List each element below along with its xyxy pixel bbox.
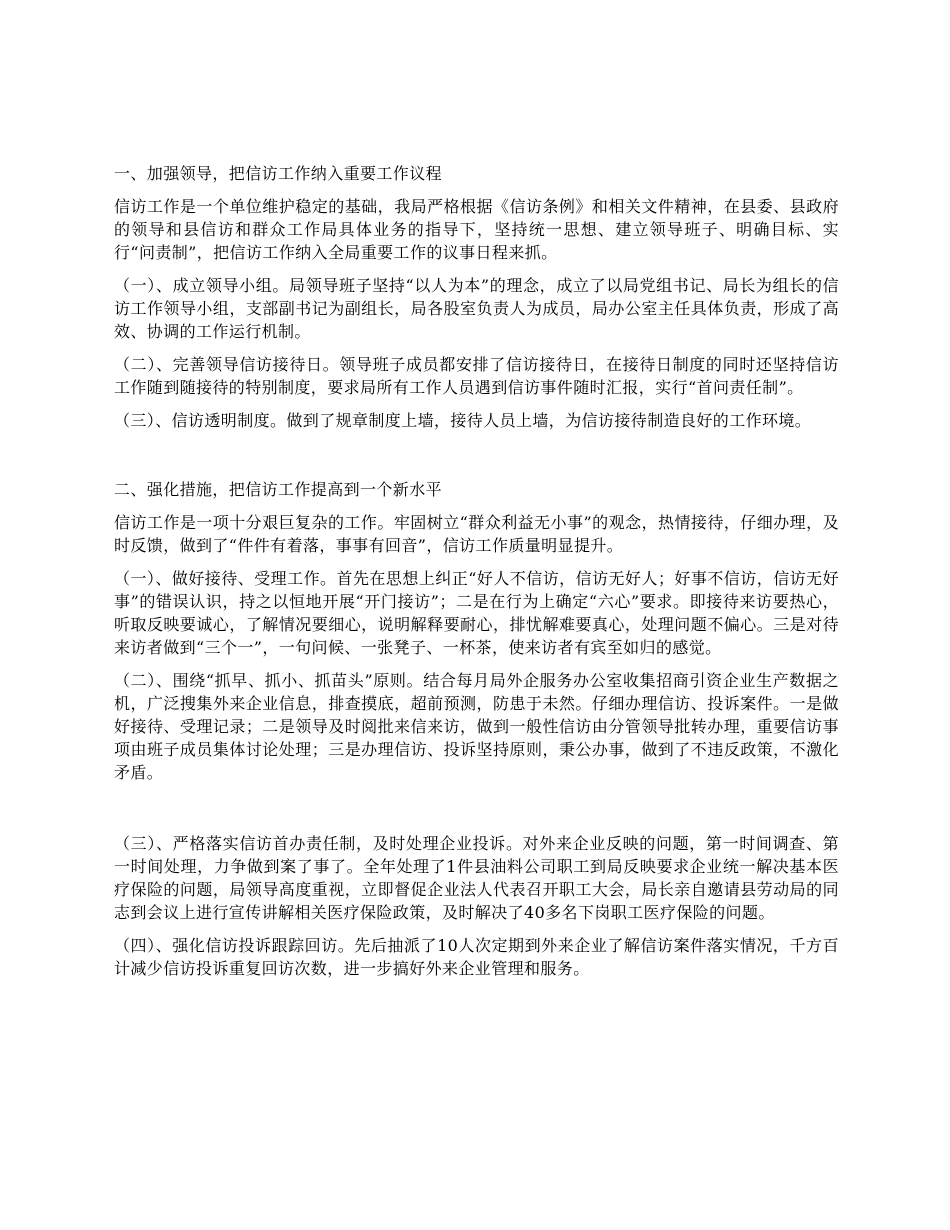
section-1-item-3-paragraph: （三）、信访透明制度。做到了规章制度上墙，接待人员上墙，为信访接待制造良好的工作环境。 xyxy=(114,411,812,430)
section-2-intro-paragraph: 信访工作是一项十分艰巨复杂的工作。牢固树立“群众利益无小事”的观念，热情接待，仔细办理，及时反馈，做到了“件件有着落，事事有回音”，信访工作质量明显提升。 xyxy=(114,513,839,555)
section-1-intro-paragraph: 信访工作是一个单位维护稳定的基础，我局严格根据《信访条例》和相关文件精神，在县委、县政府的领导和县信访和群众工作局具体业务的指导下，坚持统一思想、建立领导班子、明确目标、实行“问责制”，把信访工作纳入全局重要工作的议事日程来抓。 xyxy=(114,197,839,262)
section-spacer xyxy=(114,442,839,478)
section-2-item-3-paragraph: （三）、严格落实信访首办责任制，及时处理企业投诉。对外来企业反映的问题，第一时间调查、第一时间处理，力争做到案了事了。全年处理了1件县油料公司职工到局反映要求企业统一解决基本医疗保险的问题，局领导高度重视，立即督促企业法人代表召开职工大会，局长亲自邀请县劳动局的同志到会议上进行宣传讲解相关医疗保险政策，及时解决了40多名下岗职工医疗保险的问题。 xyxy=(114,834,839,922)
section-2-heading: 二、强化措施，把信访工作提高到一个新水平 xyxy=(114,480,443,499)
section-2-item-1-paragraph: （一）、做好接待、受理工作。首先在思想上纠正“好人不信访，信访无好人；好事不信访，信访无好事”的错误认识，持之以恒地开展“开门接访”；二是在行为上确定“六心”要求。即接待来访要热心，听取反映要诚心，了解情况要细心，说明解释要耐心，排忧解难要真心，处理问题不偏心。三是对待来访者做到“三个一”，一句问候、一张凳子、一杯茶，使来访者有宾至如归的感觉。 xyxy=(114,569,839,657)
section-1-item-2-paragraph: （二）、完善领导信访接待日。领导班子成员都安排了信访接待日，在接待日制度的同时还坚持信访工作随到随接待的特别制度，要求局所有工作人员遇到信访事件随时汇报，实行“首问责任制”。 xyxy=(114,355,839,397)
section-2-item-2-paragraph: （二）、围绕“抓早、抓小、抓苗头”原则。结合每月局外企服务办公室收集招商引资企业生产数据之机，广泛搜集外来企业信息，排查摸底，超前预测，防患于未然。仔细办理信访、投诉案件。一是做好接待、受理记录；二是领导及时阅批来信来访，做到一般性信访由分管领导批转办理，重要信访事项由班子成员集体讨论处理；三是办理信访、投诉坚持原则，秉公办事，做到了不违反政策，不激化矛盾。 xyxy=(114,671,839,782)
section-2-item-4-paragraph: （四）、强化信访投诉跟踪回访。先后抽派了10人次定期到外来企业了解信访案件落实情况，千方百计减少信访投诉重复回访次数，进一步搞好外来企业管理和服务。 xyxy=(114,936,839,978)
document-body xyxy=(114,162,839,990)
section-1-item-1-paragraph: （一）、成立领导小组。局领导班子坚持“以人为本”的理念，成立了以局党组书记、局长为组长的信访工作领导小组，支部副书记为副组长，局各股室负责人为成员，局办公室主任具体负责，形成了高效、协调的工作运行机制。 xyxy=(114,276,839,341)
section-1-heading: 一、加强领导，把信访工作纳入重要工作议程 xyxy=(114,164,443,183)
section-spacer xyxy=(114,794,839,832)
